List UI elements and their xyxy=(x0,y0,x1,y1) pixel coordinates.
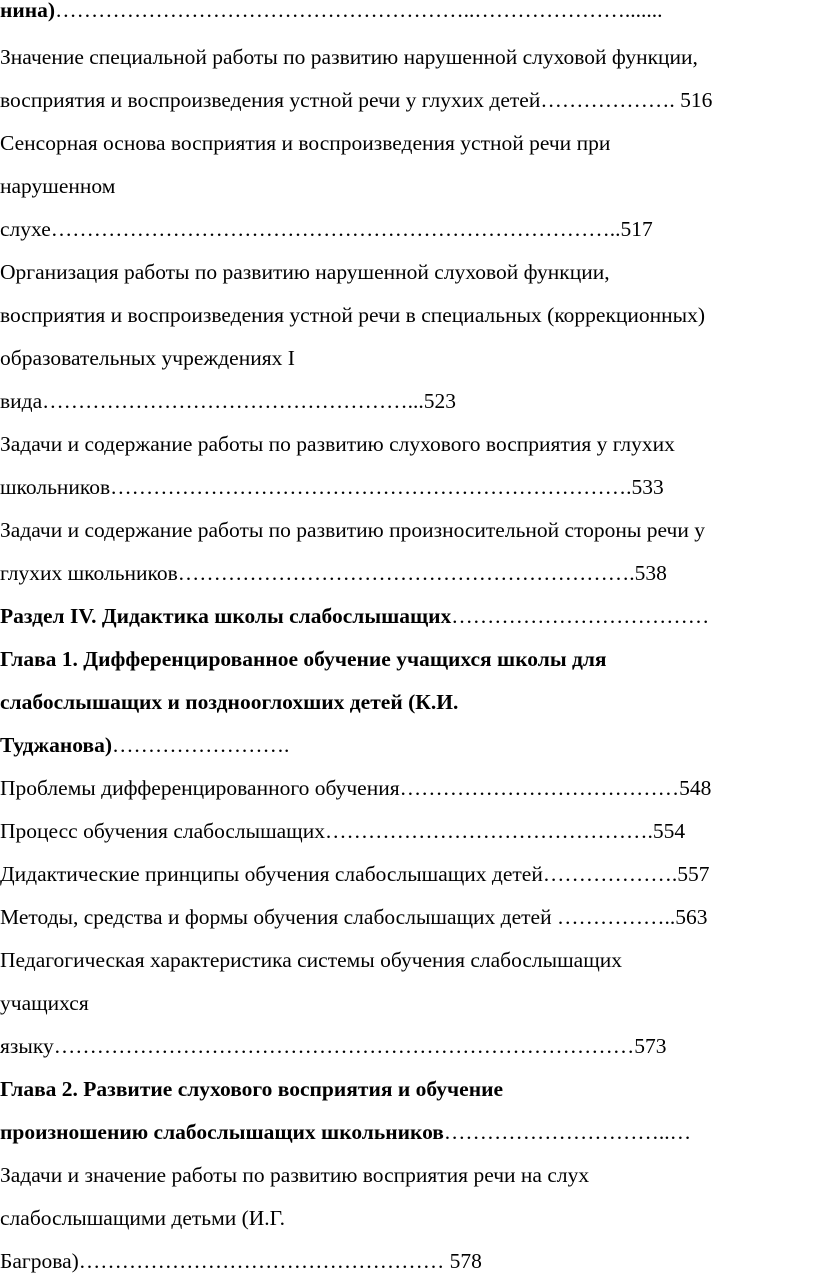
toc-line: нарушенном xyxy=(0,174,116,198)
chapter-heading: слабослышащих и позднооглохших детей (К.И. xyxy=(0,690,459,714)
toc-line: восприятия и воспроизведения устной речи в специальных (коррекционных) xyxy=(0,303,706,327)
toc-line: образовательных учреждениях I xyxy=(0,346,295,370)
chapter-heading xyxy=(0,732,289,758)
chapter-title: произношению слабослышащих школьников xyxy=(0,1120,444,1144)
chapter-author: Туджанова) xyxy=(0,733,113,757)
section-title: Раздел IV. Дидактика школы слабослышащих xyxy=(0,604,452,628)
toc-line: вида……………………………………………...523 xyxy=(0,389,457,413)
toc-leader: ……………………………… xyxy=(451,604,710,628)
toc-line: Организация работы по развитию нарушенной слуховой функции, xyxy=(0,260,610,284)
toc-line: Багрова)…………………………………………… 578 xyxy=(0,1249,482,1273)
toc-line: Задачи и содержание работы по развитию произносительной стороны речи у xyxy=(0,518,705,542)
toc-line xyxy=(0,0,662,23)
toc-line: Дидактические принципы обучения слабослышащих детей……………….557 xyxy=(0,862,710,886)
toc-line: слабослышащими детьми (И.Г. xyxy=(0,1206,286,1230)
toc-line: школьников……………………………………………………………….533 xyxy=(0,475,664,499)
toc-bold-text: нина) xyxy=(0,0,56,22)
section-heading xyxy=(0,603,709,629)
toc-leader: …………………………………………………..…………………....... xyxy=(55,0,663,22)
toc-line: восприятия и воспроизведения устной речи у глухих детей………………. 516 xyxy=(0,88,713,112)
toc-line: Значение специальной работы по развитию нарушенной слуховой функции, xyxy=(0,45,698,69)
toc-line: слухе……………………………………………………………………..517 xyxy=(0,217,653,241)
chapter-heading: Глава 1. Дифференцированное обучение учащихся школы для xyxy=(0,647,607,671)
toc-line: Задачи и содержание работы по развитию слухового восприятия у глухих xyxy=(0,432,675,456)
toc-line: Задачи и значение работы по развитию восприятия речи на слух xyxy=(0,1163,590,1187)
toc-line: учащихся xyxy=(0,991,89,1015)
toc-leader: …………………………..… xyxy=(443,1120,692,1144)
toc-line: Сенсорная основа восприятия и воспроизведения устной речи при xyxy=(0,131,611,155)
chapter-heading xyxy=(0,1119,691,1145)
toc-line: языку………………………………………………………………………573 xyxy=(0,1034,667,1058)
toc-line: Методы, средства и формы обучения слабослышащих детей ……………..563 xyxy=(0,905,708,929)
toc-line: глухих школьников……………………………………………………….538 xyxy=(0,561,667,585)
toc-line: Педагогическая характеристика системы обучения слабослышащих xyxy=(0,948,622,972)
toc-leader: ……………………. xyxy=(112,733,290,757)
toc-line: Проблемы дифференцированного обучения…………………………………548 xyxy=(0,776,712,800)
toc-line: Процесс обучения слабослышащих……………………………………….554 xyxy=(0,819,686,843)
chapter-heading: Глава 2. Развитие слухового восприятия и обучение xyxy=(0,1077,504,1101)
